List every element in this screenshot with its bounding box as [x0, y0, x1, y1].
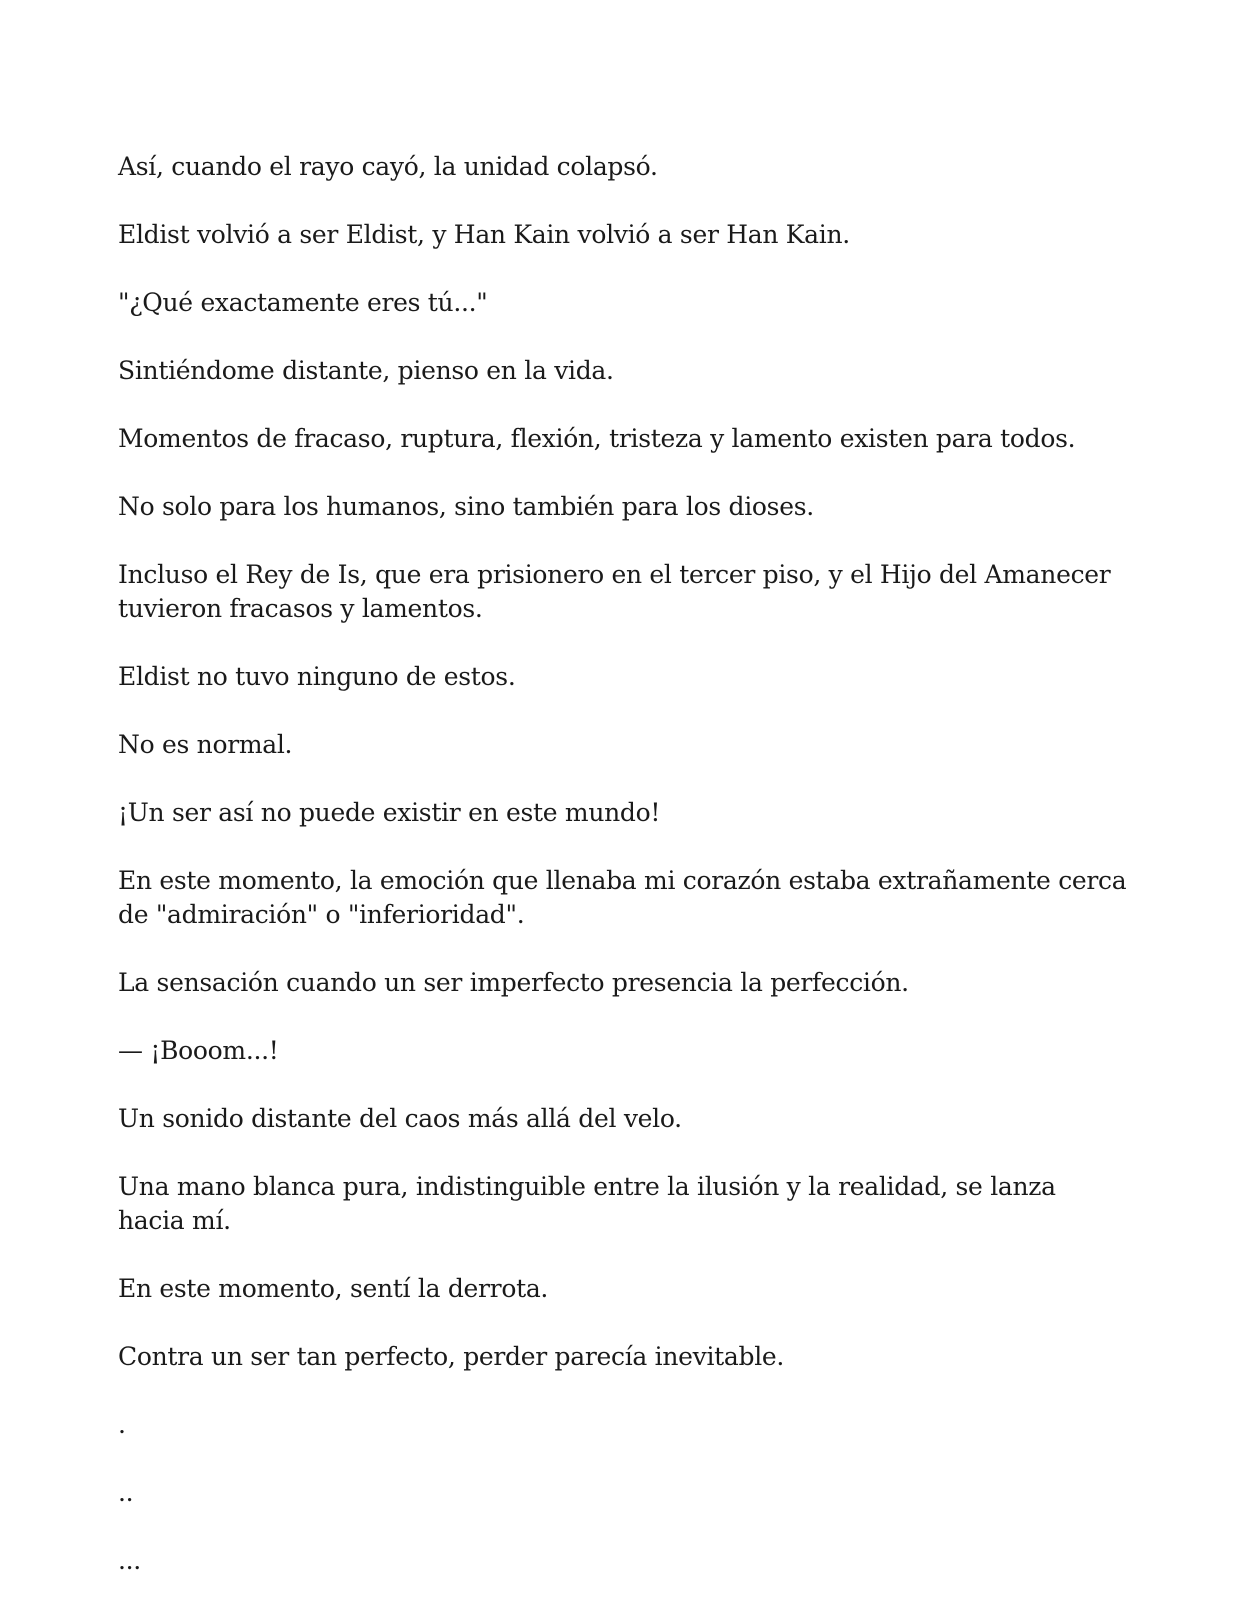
paragraph: Un sonido distante del caos más allá del velo. [118, 1104, 682, 1133]
paragraph: Eldist no tuvo ninguno de estos. [118, 662, 516, 691]
paragraph: "¿Qué exactamente eres tú..." [118, 288, 488, 317]
paragraph: Contra un ser tan perfecto, perder parecía inevitable. [118, 1342, 785, 1371]
ellipsis-paragraph: ... [118, 1546, 141, 1575]
paragraph: Incluso el Rey de Is, que era prisionero en el tercer piso, y el Hijo del Amanecer tuvieron fracasos y lamentos. [118, 560, 1111, 623]
paragraph: En este momento, la emoción que llenaba mi corazón estaba extrañamente cerca de "admiración" o "inferioridad". [118, 866, 1127, 929]
ellipsis-paragraph: .. [118, 1478, 134, 1507]
paragraph: — ¡Booom...! [118, 1036, 279, 1065]
ellipsis-paragraph: . [118, 1410, 126, 1439]
paragraph: La sensación cuando un ser imperfecto presencia la perfección. [118, 968, 909, 997]
paragraph: No solo para los humanos, sino también para los dioses. [118, 492, 814, 521]
paragraph: Así, cuando el rayo cayó, la unidad colapsó. [118, 152, 658, 181]
document-body [118, 150, 1128, 1612]
paragraph: Una mano blanca pura, indistinguible entre la ilusión y la realidad, se lanza hacia mí. [118, 1172, 1056, 1235]
paragraph: Momentos de fracaso, ruptura, flexión, tristeza y lamento existen para todos. [118, 424, 1076, 453]
paragraph: ¡Un ser así no puede existir en este mundo! [118, 798, 661, 827]
paragraph: Sintiéndome distante, pienso en la vida. [118, 356, 614, 385]
paragraph: Eldist volvió a ser Eldist, y Han Kain volvió a ser Han Kain. [118, 220, 850, 249]
paragraph: No es normal. [118, 730, 293, 759]
paragraph: En este momento, sentí la derrota. [118, 1274, 549, 1303]
